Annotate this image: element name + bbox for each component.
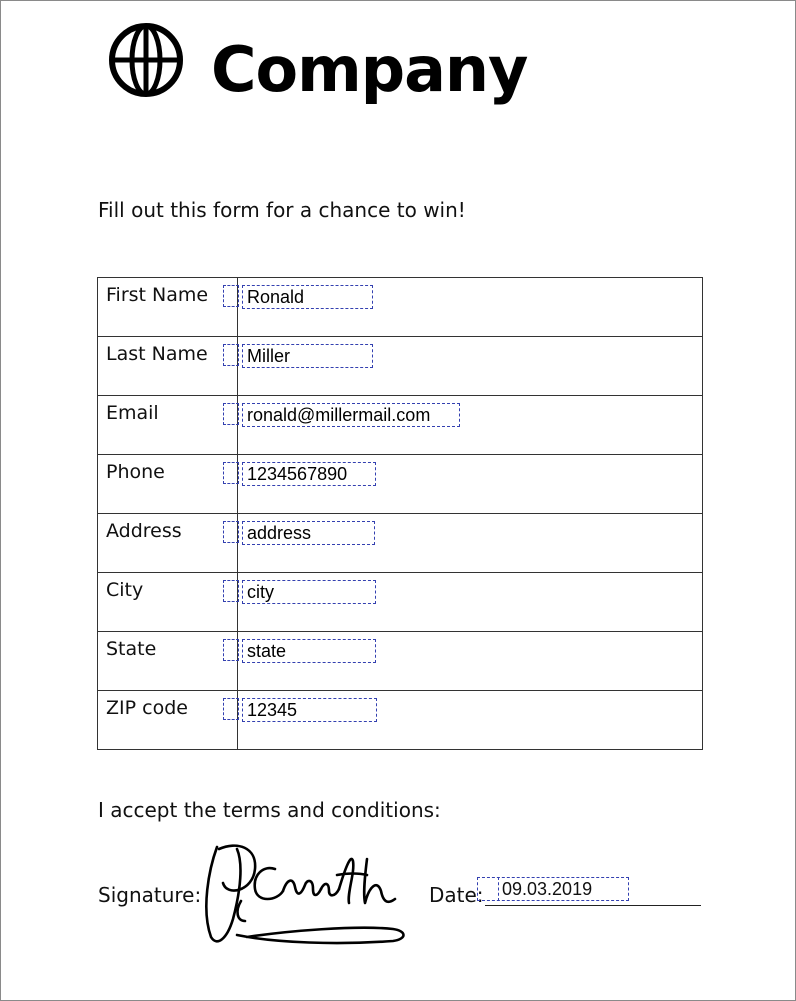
email-field[interactable]: ronald@millermail.com bbox=[242, 403, 460, 427]
city-field[interactable]: city bbox=[242, 580, 376, 604]
terms-text: I accept the terms and conditions: bbox=[98, 798, 441, 822]
phone-field[interactable]: 1234567890 bbox=[242, 462, 376, 486]
form-row-state bbox=[98, 632, 703, 691]
form-row-city bbox=[98, 573, 703, 632]
form-row-address bbox=[98, 514, 703, 573]
state-label: State bbox=[98, 632, 238, 691]
signature-image bbox=[197, 839, 409, 954]
zip-field[interactable]: 12345 bbox=[242, 698, 377, 722]
globe-icon bbox=[107, 21, 185, 99]
address-field[interactable]: address bbox=[242, 521, 375, 545]
form-row-first-name bbox=[98, 278, 703, 337]
intro-text: Fill out this form for a chance to win! bbox=[98, 198, 466, 222]
form-table bbox=[97, 277, 703, 750]
form-row-phone bbox=[98, 455, 703, 514]
form-row-email bbox=[98, 396, 703, 455]
email-label: Email bbox=[98, 396, 238, 455]
date-field[interactable]: 09.03.2019 bbox=[477, 877, 629, 901]
first-name-field[interactable]: Ronald bbox=[242, 285, 373, 309]
city-label: City bbox=[98, 573, 238, 632]
last-name-label: Last Name bbox=[98, 337, 238, 396]
state-field[interactable]: state bbox=[242, 639, 376, 663]
date-field-stub bbox=[477, 877, 499, 901]
last-name-field[interactable]: Miller bbox=[242, 344, 373, 368]
date-underline bbox=[485, 905, 701, 906]
form-row-zip bbox=[98, 691, 703, 750]
signature-label: Signature: bbox=[98, 883, 202, 907]
address-label: Address bbox=[98, 514, 238, 573]
date-label: Date: bbox=[429, 883, 484, 907]
phone-label: Phone bbox=[98, 455, 238, 514]
zip-label: ZIP code bbox=[98, 691, 238, 750]
company-title: Company bbox=[211, 33, 528, 106]
form-row-last-name bbox=[98, 337, 703, 396]
first-name-label: First Name bbox=[98, 278, 238, 337]
